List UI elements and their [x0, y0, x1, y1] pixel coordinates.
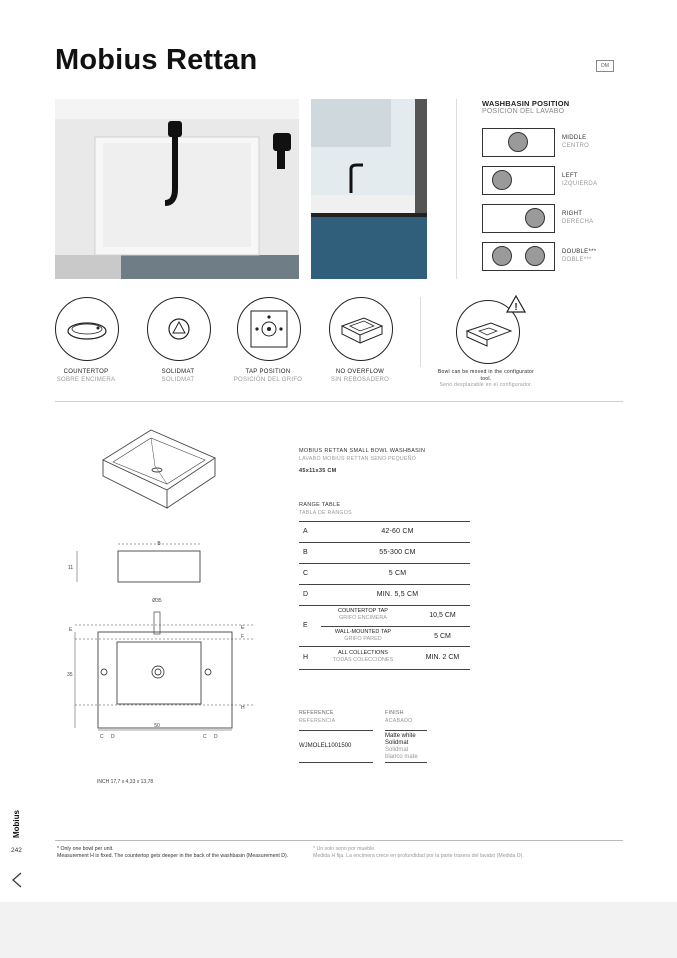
position-option-double[interactable]: [482, 242, 555, 271]
footer-note: Medida H fija. La encimera crece en profundidad por la parte trasera del lavabo (Medida D).: [313, 853, 524, 859]
product-name-es: LAVABO MOBIUS RETTAN SENO PEQUEÑO: [299, 456, 417, 462]
feature-label-en: Bowl can be moved in the configurator tool.: [437, 369, 535, 382]
range-subrow-value: 10,5 CM: [429, 612, 456, 619]
range-row-c: [299, 564, 470, 585]
finish-rule: [385, 730, 427, 731]
range-row-key: B: [303, 549, 308, 556]
range-subrow-label-es: GRIFO PARED: [344, 635, 382, 642]
drawing-label-c1: C: [100, 734, 104, 740]
drawing-label-c2: C: [203, 734, 207, 740]
feature-label-es: Seno desplazable en el configurador.: [439, 382, 533, 388]
footer-note: * Un solo seno por mueble.: [313, 846, 376, 852]
position-label-middle: [562, 134, 589, 150]
range-table-heading-es: TABLA DE RANGOS: [299, 510, 352, 516]
feature-label-es: SIN REBOSADERO: [330, 376, 390, 383]
range-subrow-label: [321, 629, 405, 642]
feature-label-es: SOLIDMAT: [161, 376, 195, 383]
svg-text:!: !: [514, 302, 518, 313]
position-label-left: [562, 172, 597, 188]
reference-heading-es: REFERENCIA: [299, 718, 336, 724]
inch-dimensions: INCH 17,7 x 4,33 x 13,78: [97, 779, 154, 785]
tap-position-icon-glyph: [238, 298, 300, 360]
range-row-key: H: [303, 654, 309, 661]
footer-note: * Only one bowl per unit.: [57, 846, 114, 852]
feature-label-en: COUNTERTOP: [63, 369, 109, 375]
position-label-en: MIDDLE: [562, 135, 587, 141]
product-name: MOBIUS RETTAN SMALL BOWL WASHBASIN: [299, 448, 426, 454]
technical-drawing: [55, 420, 285, 790]
range-row-h: [299, 647, 470, 670]
range-subrow-label-en: WALL-MOUNTED TAP: [334, 629, 392, 635]
solidmat-icon-glyph: [148, 298, 210, 360]
solidmat-icon: [147, 297, 211, 361]
range-subrow-wall: [321, 627, 470, 646]
dimension-50-label: 50: [154, 723, 160, 729]
position-label-right: [562, 210, 593, 226]
feature-label-es: SOBRE ENCIMERA: [56, 376, 116, 383]
position-label-es: DERECHA: [562, 219, 594, 225]
finish-bottom-rule: [385, 762, 427, 763]
range-row-value: 55-300 CM: [379, 549, 416, 556]
finish-line: blanco mate: [385, 754, 418, 760]
dm-badge: DM: [596, 60, 614, 72]
dimension-b-label: B: [157, 541, 161, 547]
dimension-11-label: 11: [68, 565, 74, 571]
drawing-label-d2: D: [214, 734, 218, 740]
product-photo-ambience: [311, 99, 427, 279]
position-label-double: [562, 248, 596, 264]
range-row-value: 5 CM: [388, 570, 407, 577]
dimension-35-label: 35: [67, 672, 73, 678]
no-overflow-icon: [329, 297, 393, 361]
position-bowl-dot: [525, 208, 545, 228]
position-label-es: DOBLE***: [562, 257, 592, 263]
chevron-left-icon[interactable]: [11, 872, 23, 888]
range-row-h-label-es: TODAS COLECCIONES: [332, 656, 394, 663]
range-row-h-label-en: ALL COLLECTIONS: [338, 650, 388, 656]
feature-no-overflow-label: [310, 369, 410, 384]
range-row-e: [299, 606, 470, 647]
range-subrow-label-en: COUNTERTOP TAP: [338, 608, 388, 614]
range-row-h-label: [321, 650, 405, 663]
footer-notes-en: [57, 846, 307, 860]
finish-line: Matte white: [385, 733, 416, 739]
range-table-heading: RANGE TABLE: [299, 502, 341, 508]
feature-countertop-label: [36, 369, 136, 384]
range-row-key: E: [303, 622, 308, 629]
position-bowl-dot: [492, 170, 512, 190]
finish-line: Solidmat: [385, 747, 409, 753]
page-number: 242: [11, 847, 22, 854]
position-option-middle[interactable]: [482, 128, 555, 157]
range-row-a: [299, 522, 470, 543]
range-row-key: D: [303, 591, 309, 598]
finish-line: Solidmat: [385, 740, 409, 746]
range-row-b: [299, 543, 470, 564]
product-photo-main-illustration: [55, 99, 299, 279]
product-photo-ambience-illustration: [311, 99, 427, 279]
reference-bottom-rule: [299, 762, 373, 763]
countertop-icon-glyph: [56, 298, 118, 360]
sidebar-collection: Mobius: [12, 810, 21, 838]
footer-note: Measurement H is fixed. The countertop gets deeper in the back of the washbasin (Measurement D).: [57, 853, 289, 859]
position-label-es: CENTRO: [562, 143, 590, 149]
footer-divider: [55, 840, 623, 841]
tap-position-icon: [237, 297, 301, 361]
reference-heading: REFERENCE: [299, 710, 334, 716]
position-option-left[interactable]: [482, 166, 555, 195]
position-label-en: RIGHT: [562, 211, 583, 217]
reference-rule: [299, 730, 373, 731]
range-row-value: MIN. 5,5 CM: [376, 591, 419, 598]
feature-divider: [420, 297, 421, 367]
product-size: 45x11x35 CM: [299, 468, 337, 474]
feature-solidmat-label: [128, 369, 228, 384]
position-bowl-dot: [525, 246, 545, 266]
feature-label-en: SOLIDMAT: [161, 369, 195, 375]
range-row-key: A: [303, 528, 308, 535]
drawing-label-h: H: [241, 705, 245, 711]
feature-configurator-label: [436, 369, 536, 389]
range-subrow-label-es: GRIFO ENCIMERA: [339, 614, 387, 621]
page-bottom-band: [0, 902, 677, 958]
feature-label-en: TAP POSITION: [245, 369, 291, 375]
warning-icon: [506, 295, 526, 313]
drawing-label-e: E: [241, 625, 245, 631]
position-label-en: DOUBLE***: [562, 249, 597, 255]
drawing-label-f: F: [241, 634, 245, 640]
position-bowl-dot: [492, 246, 512, 266]
range-row-h-value: MIN. 2 CM: [425, 654, 460, 661]
feature-label-es: POSICIÓN DEL GRIFO: [233, 376, 303, 383]
range-subrow-value: 5 CM: [434, 633, 451, 640]
washbasin-position-heading-es: POSICIÓN DEL LAVABO: [482, 108, 565, 115]
no-overflow-icon-glyph: [330, 298, 392, 360]
countertop-icon: [55, 297, 119, 361]
section-divider: [55, 401, 623, 402]
feature-tap-position-label: [218, 369, 318, 384]
position-option-right[interactable]: [482, 204, 555, 233]
position-bowl-dot: [508, 132, 528, 152]
drawing-label-d1: D: [111, 734, 115, 740]
range-subrow-label: [321, 608, 405, 621]
feature-label-en: NO OVERFLOW: [335, 369, 385, 375]
range-row-d: [299, 585, 470, 606]
position-label-es: IZQUIERDA: [562, 181, 598, 187]
range-subrow-countertop: [321, 606, 470, 627]
page-title: Mobius Rettan: [55, 44, 258, 76]
range-row-key: C: [303, 570, 309, 577]
footer-notes-es: [313, 846, 573, 860]
tap-hole-label: Ø35: [152, 598, 162, 604]
drawing-label-e-left: E: [69, 627, 73, 633]
finish-list: [385, 733, 418, 761]
washbasin-position-divider: [456, 99, 457, 279]
position-label-en: LEFT: [562, 173, 578, 179]
range-row-value: 42-60 CM: [381, 528, 414, 535]
reference-code: WJMOLEL1001500: [299, 743, 352, 749]
product-photo-main: [55, 99, 299, 279]
finish-heading: FINISH: [385, 710, 404, 716]
washbasin-position-heading: WASHBASIN POSITION: [482, 99, 570, 108]
finish-heading-es: ACABADO: [385, 718, 413, 724]
